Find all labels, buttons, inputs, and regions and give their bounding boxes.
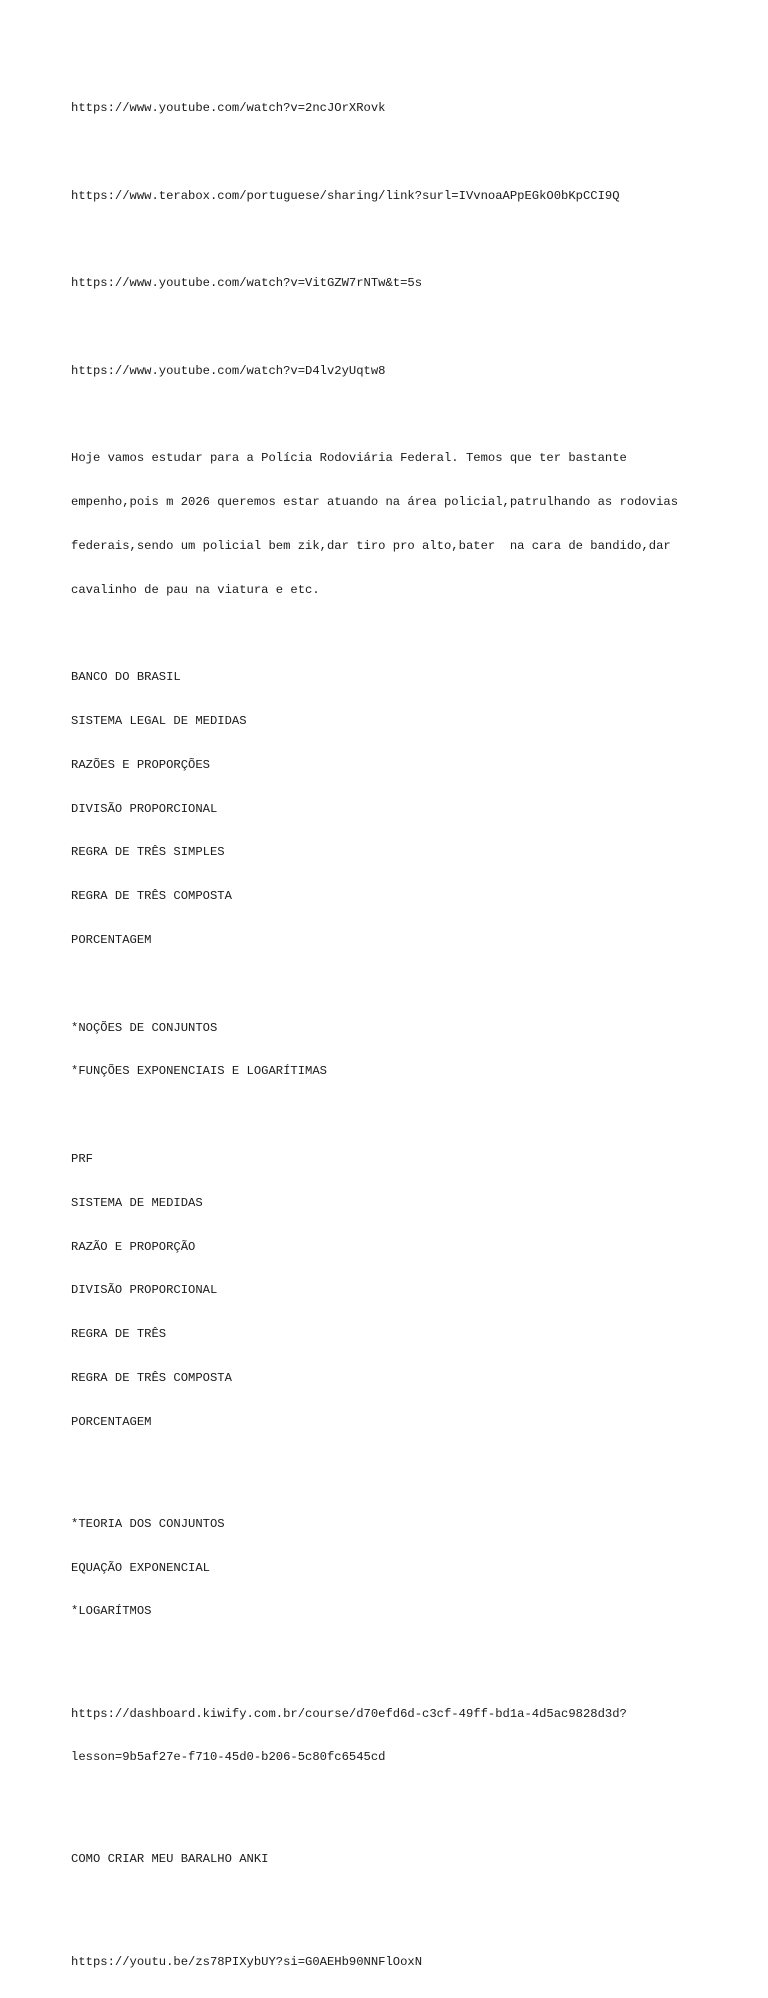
link-youtube-1[interactable] — [71, 72, 708, 145]
link-kiwify[interactable] — [71, 1677, 708, 1794]
bb-topic-item: REGRA DE TRÊS SIMPLES — [71, 845, 225, 860]
bb-extra-topic-item: *FUNÇÕES EXPONENCIAIS E LOGARÍTIMAS — [71, 1064, 327, 1079]
bb-topic-heading: BANCO DO BRASIL — [71, 670, 181, 685]
bb-topic-item: REGRA DE TRÊS COMPOSTA — [71, 889, 232, 904]
anki-heading-text: COMO CRIAR MEU BARALHO ANKI — [71, 1852, 269, 1867]
bb-topic-item: SISTEMA LEGAL DE MEDIDAS — [71, 714, 247, 729]
link-youtu-be-text[interactable]: https://youtu.be/zs78PIXybUY?si=G0AEHb90NNFlOoxN — [71, 1954, 423, 1969]
spacer — [71, 145, 708, 160]
spacer — [71, 627, 708, 642]
prf-topic-item: REGRA DE TRÊS — [71, 1327, 167, 1342]
link-terabox[interactable] — [71, 160, 708, 233]
prf-topic-item: REGRA DE TRÊS COMPOSTA — [71, 1370, 232, 1385]
intro-paragraph — [71, 422, 708, 626]
prf-topic-item: RAZÃO E PROPORÇÃO — [71, 1239, 196, 1254]
bb-topic-item: RAZÕES E PROPORÇÕES — [71, 757, 210, 772]
prf-topic-heading: PRF — [71, 1151, 93, 1166]
spacer — [71, 1648, 708, 1677]
prf-extra-topic-item: *TEORIA DOS CONJUNTOS — [71, 1516, 225, 1531]
link-kiwify-text[interactable]: https://dashboard.kiwify.com.br/course/d70efd6d-c3cf-49ff-bd1a-4d5ac9828d3d? — [71, 1706, 627, 1721]
prf-extra-topic-item: *LOGARÍTMOS — [71, 1604, 152, 1619]
bb-topic-item: PORCENTAGEM — [71, 933, 152, 948]
anki-heading — [71, 1823, 708, 1896]
prf-extra-topics — [71, 1488, 708, 1649]
spacer — [71, 233, 708, 248]
prf-topic-item: PORCENTAGEM — [71, 1414, 152, 1429]
prf-topic-item: DIVISÃO PROPORCIONAL — [71, 1283, 218, 1298]
bb-extra-topics — [71, 991, 708, 1108]
spacer — [71, 1108, 708, 1123]
link-terabox-text[interactable]: https://www.terabox.com/portuguese/sharing/link?surl=IVvnoaAPpEGkO0bKpCCI9Q — [71, 188, 620, 203]
bb-topic-item: DIVISÃO PROPORCIONAL — [71, 801, 218, 816]
prf-extra-topic-item: EQUAÇÃO EXPONENCIAL — [71, 1560, 210, 1575]
link-youtube-2[interactable] — [71, 247, 708, 320]
spacer — [71, 1896, 708, 1925]
intro-paragraph-line: federais,sendo um policial bem zik,dar tiro pro alto,bater na cara de bandido,dar — [71, 539, 671, 553]
spacer — [71, 320, 708, 335]
intro-paragraph-line: cavalinho de pau na viatura e etc. — [71, 582, 320, 597]
link-youtube-3-text[interactable]: https://www.youtube.com/watch?v=D4lv2yUqtw8 — [71, 363, 386, 378]
spacer — [71, 977, 708, 992]
spacer — [71, 1458, 708, 1487]
link-youtube-1-text[interactable]: https://www.youtube.com/watch?v=2ncJOrXRovk — [71, 101, 386, 116]
link-youtube-2-text[interactable]: https://www.youtube.com/watch?v=VitGZW7rNTw&t=5s — [71, 276, 423, 291]
spacer — [71, 1794, 708, 1823]
link-youtube-3[interactable] — [71, 335, 708, 408]
link-kiwify-text[interactable]: lesson=9b5af27e-f710-45d0-b206-5c80fc6545cd — [71, 1750, 386, 1765]
link-youtu-be[interactable] — [71, 1925, 708, 1998]
bb-topic-list — [71, 641, 708, 977]
prf-topic-item: SISTEMA DE MEDIDAS — [71, 1195, 203, 1210]
intro-paragraph-line: empenho,pois m 2026 queremos estar atuando na área policial,patrulhando as rodovias — [71, 495, 679, 510]
bb-extra-topic-item: *NOÇÕES DE CONJUNTOS — [71, 1020, 218, 1035]
spacer — [71, 408, 708, 423]
prf-topic-list — [71, 1123, 708, 1459]
intro-paragraph-line: Hoje vamos estudar para a Polícia Rodoviária Federal. Temos que ter bastante — [71, 451, 627, 466]
